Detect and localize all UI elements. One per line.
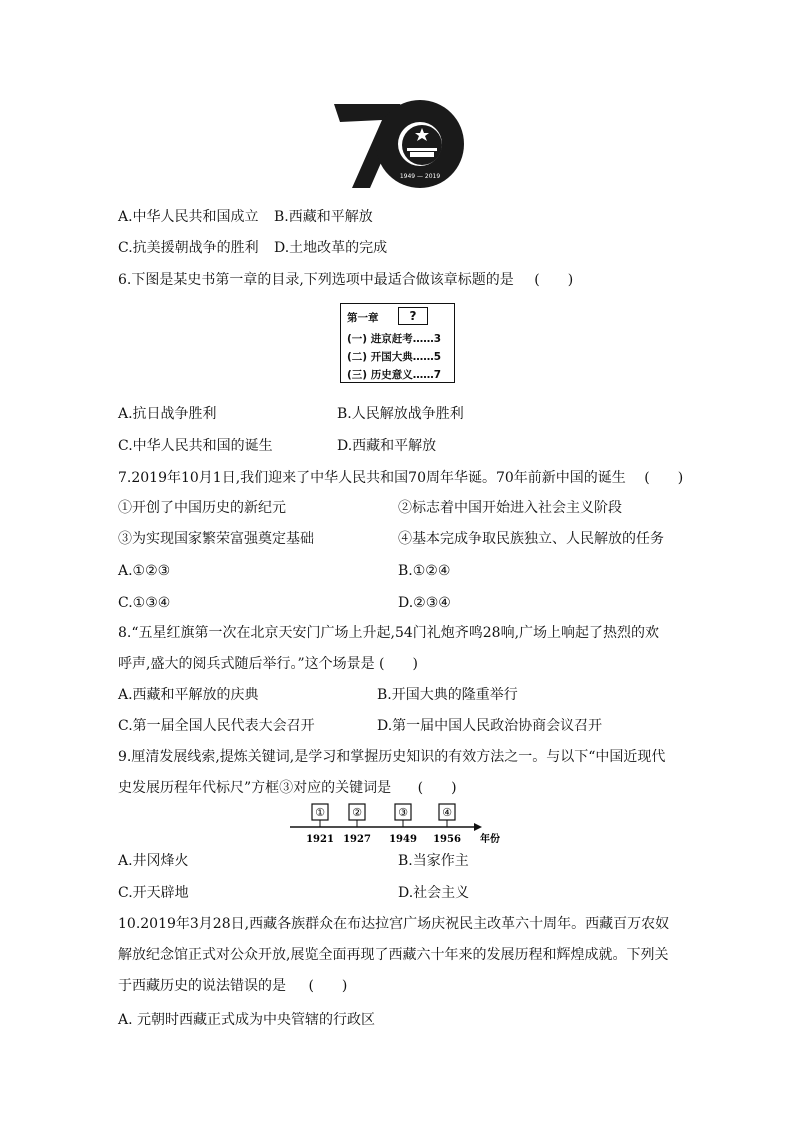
q6-option-c[interactable]: C.中华人民共和国的诞生 — [118, 438, 273, 454]
q8-option-b[interactable]: B.开国大典的隆重举行 — [377, 687, 518, 703]
q7-answer-paren[interactable]: ( ) — [644, 470, 684, 486]
q5-option-a[interactable]: A.中华人民共和国成立 — [118, 209, 259, 225]
q9-option-d[interactable]: D.社会主义 — [398, 885, 470, 901]
q9-option-b[interactable]: B.当家作主 — [398, 853, 469, 869]
timeline-axis-label: 年份 — [480, 834, 500, 845]
q8-option-d[interactable]: D.第一届中国人民政治协商会议召开 — [377, 718, 603, 734]
q10-option-a[interactable]: A. 元朝时西藏正式成为中央管辖的行政区 — [118, 1012, 376, 1028]
toc-item-3: (三) 历史意义……7 — [347, 369, 442, 381]
toc-item-2: (二) 开国大典……5 — [347, 351, 442, 363]
q6-stem-text: 6.下图是某史书第一章的目录,下列选项中最适合做该章标题的是 — [118, 272, 514, 288]
q8-option-c[interactable]: C.第一届全国人民代表大会召开 — [118, 718, 315, 734]
timeline-box-2 — [349, 804, 365, 827]
q10-stem-text: 于西藏历史的说法错误的是 — [118, 978, 286, 994]
q6-option-b[interactable]: B.人民解放战争胜利 — [337, 406, 464, 422]
timeline-year-1: 1921 — [306, 834, 334, 845]
q9-stem-text: 史发展历程年代标尺”方框③对应的关键词是 — [118, 780, 392, 796]
timeline-year-2: 1927 — [343, 834, 371, 845]
anniversary-70-logo — [330, 98, 468, 190]
q7-stem-text: 7.2019年10月1日,我们迎来了中华人民共和国70周年华诞。70年前新中国的诞生 — [118, 470, 626, 486]
q9-stem-line-2 — [118, 778, 457, 798]
q6-option-d[interactable]: D.西藏和平解放 — [337, 438, 437, 454]
q9-option-a[interactable]: A.井冈烽火 — [118, 853, 189, 869]
q9-option-c[interactable]: C.开天辟地 — [118, 885, 189, 901]
q5-option-d[interactable]: D.土地改革的完成 — [274, 240, 388, 256]
timeline-year-4: 1956 — [433, 834, 461, 845]
q8-stem-line-2: 呼声,盛大的阅兵式随后举行。”这个场景是 ( ) — [118, 656, 418, 672]
timeline-box-1 — [312, 804, 328, 827]
q7-statement-4: ④基本完成争取民族独立、人民解放的任务 — [398, 531, 664, 547]
q10-answer-paren[interactable]: ( ) — [308, 978, 348, 994]
q6-toc-box — [340, 303, 455, 383]
q5-option-b[interactable]: B.西藏和平解放 — [274, 209, 373, 225]
q10-stem-line-1: 10.2019年3月28日,西藏各族群众在布达拉宫广场庆祝民主改革六十周年。西藏百万农奴 — [118, 916, 670, 932]
q7-statement-1: ①开创了中国历史的新纪元 — [118, 500, 286, 516]
svg-text:④: ④ — [442, 806, 452, 819]
q9-timeline — [288, 800, 508, 845]
q8-stem-line-1: 8.“五星红旗第一次在北京天安门广场上升起,54门礼炮齐鸣28响,广场上响起了热烈的欢 — [118, 625, 660, 641]
q8-option-a[interactable]: A.西藏和平解放的庆典 — [118, 687, 259, 703]
svg-text:②: ② — [352, 806, 362, 819]
toc-question-box: ? — [398, 307, 428, 325]
q7-statement-3: ③为实现国家繁荣富强奠定基础 — [118, 531, 314, 547]
q6-stem — [118, 270, 573, 290]
toc-item-1: (一) 进京赶考……3 — [347, 333, 442, 345]
q10-stem-line-3 — [118, 976, 347, 996]
timeline-box-4 — [439, 804, 455, 827]
q7-option-c[interactable]: C.①③④ — [118, 595, 171, 611]
svg-text:③: ③ — [398, 806, 408, 819]
timeline-year-3: 1949 — [389, 834, 417, 845]
q7-option-a[interactable]: A.①②③ — [118, 563, 171, 579]
q5-option-c[interactable]: C.抗美援朝战争的胜利 — [118, 240, 259, 256]
q7-stem — [118, 468, 683, 488]
svg-text:①: ① — [315, 806, 325, 819]
q7-statement-2: ②标志着中国开始进入社会主义阶段 — [398, 500, 622, 516]
q10-stem-line-2: 解放纪念馆正式对公众开放,展览全面再现了西藏六十年来的发展历程和辉煌成就。下列关 — [118, 947, 669, 963]
q6-option-a[interactable]: A.抗日战争胜利 — [118, 406, 217, 422]
q7-option-b[interactable]: B.①②④ — [398, 563, 451, 579]
toc-chapter: 第一章 — [347, 312, 379, 324]
q7-option-d[interactable]: D.②③④ — [398, 595, 451, 611]
q6-answer-paren[interactable]: ( ) — [534, 272, 574, 288]
logo-years: 1949 — 2019 — [399, 173, 441, 180]
q9-answer-paren[interactable]: ( ) — [417, 780, 457, 796]
q9-stem-line-1: 9.厘清发展线索,提炼关键词,是学习和掌握历史知识的有效方法之一。与以下“中国近现代 — [118, 749, 666, 765]
timeline-box-3 — [395, 804, 411, 827]
